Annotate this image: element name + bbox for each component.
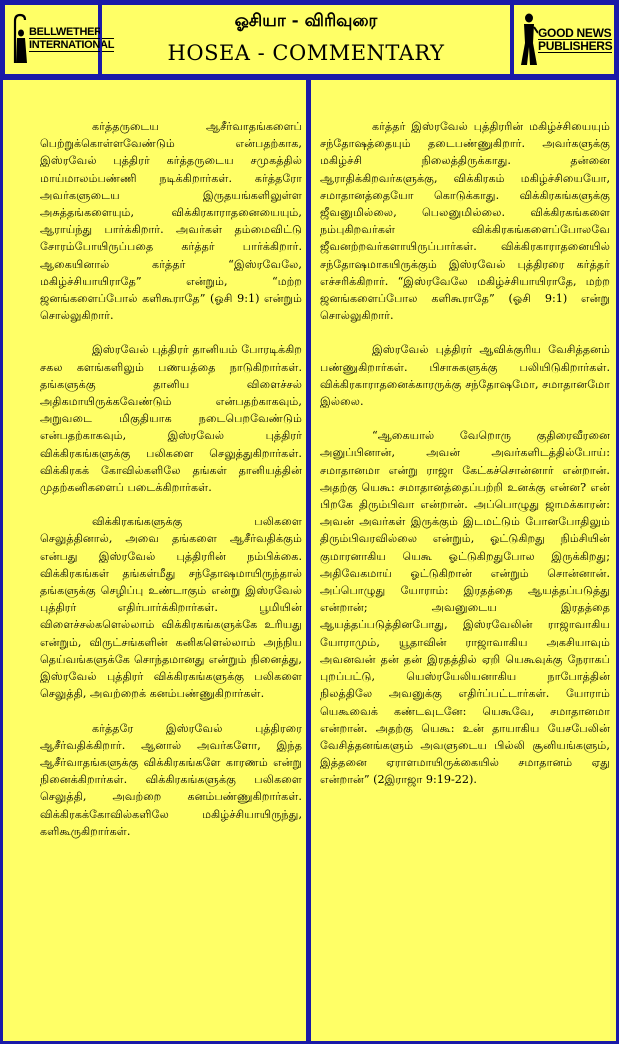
- left-paragraph-2: இஸ்ரவேல் புத்திரர் தானியம் போரடிக்கிற சகல களங்களிலும் பணயத்தை நாடுகிறார்கள். தங்களுக்கு தானிய விளைச்சல் அதிகமாயிருக்கவேண்டும் என்பதற்காகவும், அறுவடை மிகுதியாக நடைபெறவேண்டும் என்பதற்காகவும், இஸ்ரவேல் புத்திரர் விக்கிரகங்களுக்கு பலிகளை செலுத்துகிறார்கள். விக்கிரகக் கோவில்களிலே தங்கள் தானியத்தின் முதற்கனிகளைப் படைக்கிறார்கள்.: [40, 343, 302, 495]
- right-paragraph-3: “ஆகையால் வேறொரு குதிரைவீரனை அனுப்பினான், அவன் அவர்களிடத்தில்போய்: சமாதானமா என்று ராஜா கேட்கச்சொன்னார் என்றான். அதற்கு யெகூ: சமாதானத்தைப்பற்றி உனக்கு என்ன? என் பிறகே திரும்பிவா என்றான். அப்பொழுது ஜாமக்காரன்: அவன் அவர்கள் இருக்கும் இடமட்டும் போனபோதிலும் திரும்பிவரவில்லை என்றும், ஓட்டுகிறது நிம்சியின் குமாரனாகிய யெகூ ஓட்டுகிறதுபோல இருக்கிறது; அதிவேகமாய் ஓட்டுகிறான் என்றும் சொன்னான். அப்பொழுது யோராம்: இரதத்தை ஆயத்தப்படுத்து என்றான்; அவனுடைய இரதத்தை ஆயத்தப்படுத்தினபோது, இஸ்ரவேலின் ராஜாவாகிய யோராமும், யூதாவின் ராஜாவாகிய அகசியாவும் அவனவன் தன் தன் இரதத்தில் ஏறி யெகூவுக்கு நேராகப் புறப்பட்டு, யெஸ்ரயேலியனாகிய நாபோத்தின் நிலத்திலே அவனுக்கு எதிர்ப்பட்டார்கள். யோராம் யெகூவைக் கண்டவுடனே: யெகூவே, சமாதானமா என்றான். அதற்கு யெகூ: உன் தாயாகிய யேசபேலின் வேசித்தனங்களும் அவளுடைய பில்லி சூனியங்களும், இத்தனை ஏராளமாயிருக்கையில் சமாதானம் ஏது என்றான்” (2இராஜா 9:19-22).: [320, 429, 610, 787]
- left-paragraph-3: விக்கிரகங்களுக்கு பலிகளை செலுத்தினால், அவை தங்களை ஆசீர்வதிக்கும் என்பது இஸ்ரவேல் புத்திரரின் நம்பிக்கை. விக்கிரகங்கள் தங்கள்மீது சந்தோஷமாயிருந்தால் தங்களுக்கு செழிப்பு உண்டாகும் என்று இஸ்ரவேல் புத்திரர் எதிர்பார்க்கிறார்கள். பூமியின் விளைச்சல்களெல்லாம் விக்கிரகங்களுக்கே உரியது என்றும், விருட்சங்களின் கனிகளெல்லாம் அந்நிய தெய்வங்களுக்கே சொந்தமானது என்றும் நினைத்து, இஸ்ரவேல் புத்திரர் விக்கிரகங்களுக்கு பலிகளை செலுத்தி, அவற்றைக் கனம்பண்ணுகிறார்கள்.: [40, 515, 302, 701]
- right-column: [320, 118, 610, 806]
- left-paragraph-1: கர்த்தருடைய ஆசீர்வாதங்களைப் பெற்றுக்கொள்ளவேண்டும் என்பதற்காக, இஸ்ரவேல் புத்திரர் கர்த்தருடைய சமுகத்தில் மாய்மாலம்பண்ணி நடிக்கிறார்கள். கர்த்தரோ அவர்களுடைய இருதயங்களிலுள்ள அசுத்தங்களையும், விக்கிரகாராதனையையும், ஆராய்ந்து பார்க்கிறார். அவர்கள் தம்மைவிட்டு சோரம்போயிருப்பதை கர்த்தர் பார்க்கிறார். ஆகையினால் கர்த்தர் “இஸ்ரவேலே, மகிழ்ச்சியாயிராதே” என்றும், “மற்ற ஜனங்களைப்போல் களிகூராதே” (ஓசி 9:1) என்றும் சொல்லுகிறார்.: [40, 120, 302, 323]
- right-paragraph-2: இஸ்ரவேல் புத்திரர் ஆவிக்குரிய வேசித்தனம் பண்ணுகிறார்கள். பிசாசுகளுக்கு பலியிடுகிறார்கள். விக்கிரகாராதனைக்காரருக்கு சந்தோஷமோ, சமாதானமோ இல்லை.: [320, 343, 610, 409]
- left-logo-line1: BELLWETHER: [29, 26, 114, 39]
- left-paragraph-4: கர்த்தரே இஸ்ரவேல் புத்திரரை ஆசீர்வதிக்கிறார். ஆனால் அவர்களோ, இந்த ஆசீர்வாதங்களுக்கு விக்கிரகங்களே காரணம் என்று நினைக்கிறார்கள். விக்கிரகங்களுக்கு பலிகளை செலுத்தி, அவற்றை கனம்பண்ணுகிறார்கள். விக்கிரகக்கோவில்களிலே மகிழ்ச்சியாயிருந்து, களிகூருகிறார்கள்.: [40, 721, 302, 838]
- title-tamil: ஓசியா - விரிவுரை: [234, 11, 378, 31]
- publisher-logo-left: [3, 3, 115, 76]
- right-logo-line2: PUBLISHERS: [538, 39, 613, 53]
- right-paragraph-1: கர்த்தர் இஸ்ரவேல் புத்திரரின் மகிழ்ச்சியையும் சந்தோஷத்தையும் தடைபண்ணுகிறார். அவர்களுக்கு மகிழ்ச்சி நிலைத்திருக்காது. தன்னை ஆராதிக்கிறவர்களுக்கு, விக்கிரகம் மகிழ்ச்சியையோ, சமாதானத்தையோ கொடுக்காது. விக்கிரகங்களுக்கு ஜீவனுமில்லை, பெலனுமில்லை. விக்கிரகங்களை நம்புகிறவர்கள் விக்கிரகங்களைப்போலவே ஜீவனற்றவர்களாயிருப்பார்கள். விக்கிரகாராதனையில் சந்தோஷமாகயிருக்கும் இஸ்ரவேல் புத்திரரை கர்த்தர் எச்சரிக்கிறார். “இஸ்ரவேலே மகிழ்ச்சியாயிராதே, மற்ற ஜனங்களைப்போல களிகூராதே” (ஓசி 9:1) என்று சொல்லுகிறார்.: [320, 120, 610, 323]
- left-column: [40, 118, 302, 857]
- title-english: HOSEA - COMMENTARY: [167, 41, 445, 65]
- column-divider: [306, 80, 311, 1044]
- publisher-logo-right: [512, 3, 616, 76]
- title-banner: [100, 3, 512, 76]
- sower-icon: [520, 13, 538, 67]
- left-logo-line2: INTERNATIONAL: [29, 39, 115, 51]
- shepherd-staff-icon: [9, 13, 29, 65]
- right-logo-line1: GOOD NEWS: [538, 26, 612, 40]
